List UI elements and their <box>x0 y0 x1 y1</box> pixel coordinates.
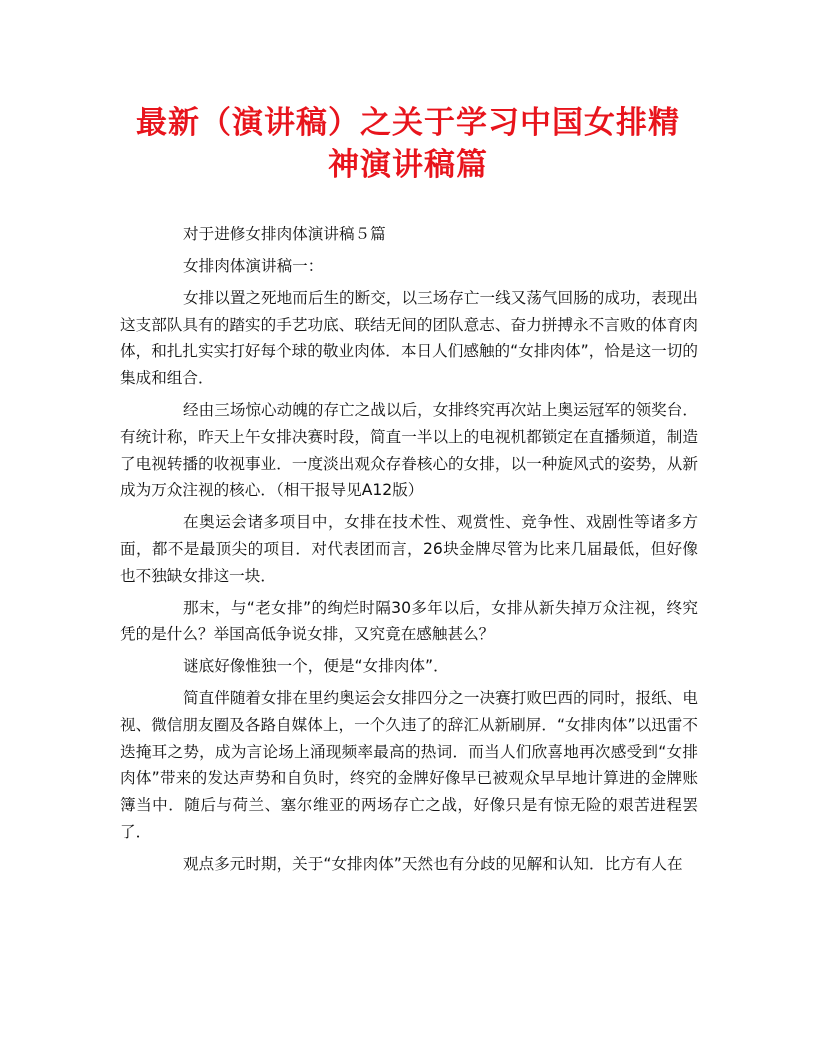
document-body <box>120 221 698 883</box>
paragraph: 女排以置之死地而后生的断交，以三场存亡一线又荡气回肠的成功，表现出这支部队具有的踏实的手艺功底、联结无间的团队意志、奋力拼搏永不言败的体育肉体，和扎扎实实打好每个球的敬业肉体．本日人们感触的“女排肉体”，恰是这一切的集成和组合． <box>120 289 698 388</box>
paragraph: 谜底好像惟独一个，便是“女排肉体”． <box>183 657 449 676</box>
title-line-2: 神演讲稿篇 <box>328 147 488 183</box>
paragraph-heading: 女排肉体演讲稿一： <box>183 257 324 275</box>
document-title <box>108 102 708 186</box>
title-line-1: 最新（演讲稿）之关于学习中国女排精 <box>136 105 680 141</box>
paragraph: 在奥运会诸多项目中，女排在技术性、观赏性、竞争性、戏剧性等诸多方面，都不是最顶尖的项目．对代表团而言，26块金牌尽管为比来几届最低，但好像也不独缺女排这一块． <box>120 513 698 585</box>
paragraph-subtitle: 对于进修女排肉体演讲稿５篇 <box>183 225 386 243</box>
paragraph: 观点多元时期，关于“女排肉体”天然也有分歧的见解和认知．比方有人在 <box>183 854 683 873</box>
paragraph: 经由三场惊心动魄的存亡之战以后，女排终究再次站上奥运冠军的领奖台．有统计称，昨天上午女排决赛时段，简直一半以上的电视机都锁定在直播频道，制造了电视转播的收视事业．一度淡出观众存眷核心的女排，以一种旋风式的姿势，从新成为万众注视的核心．（相干报导见A12版） <box>120 401 698 500</box>
paragraph: 简直伴随着女排在里约奥运会女排四分之一决赛打败巴西的同时，报纸、电视、微信朋友圈及各路自媒体上，一个久违了的辞汇从新刷屏．“女排肉体”以迅雷不迭掩耳之势，成为言论场上涌现频率最高的热词．而当人们欣喜地再次感受到“女排肉体”带来的发达声势和自负时，终究的金牌好像早已被观众早早地计算进的金牌账簿当中．随后与荷兰、塞尔维亚的两场存亡之战，好像只是有惊无险的艰苦进程罢了． <box>120 689 698 841</box>
paragraph: 那末，与“老女排”的绚烂时隔30多年以后，女排从新失掉万众注视，终究凭的是什么？举国高低争说女排，又究竟在感触甚么？ <box>120 598 698 644</box>
